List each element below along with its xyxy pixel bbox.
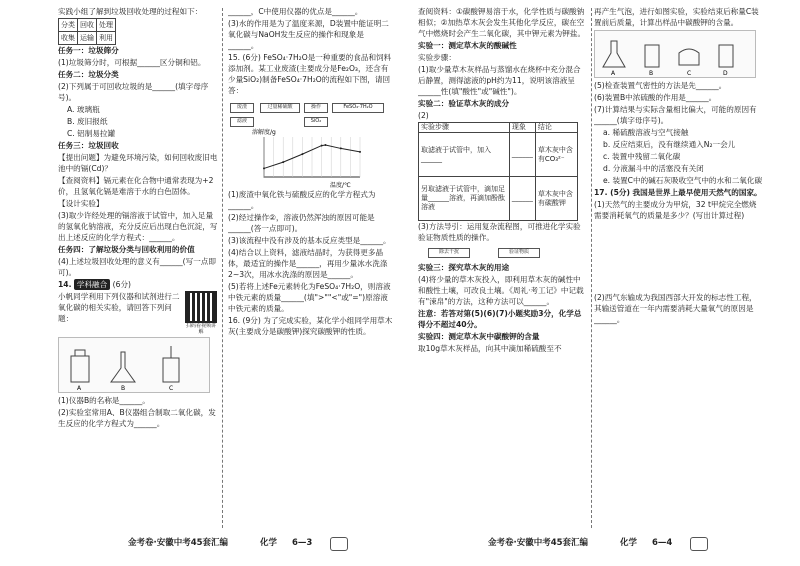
- table-cell: ______: [509, 177, 535, 221]
- q15-part3: (3)该流程中没有涉及的基本反应类型是______。: [228, 236, 391, 245]
- q14-header: [58, 279, 218, 290]
- apparatus-label: C: [687, 70, 692, 77]
- sort-cell: 运输: [78, 32, 97, 45]
- apparatus-label: B: [121, 385, 126, 392]
- q14-part2: (2)实验室常用A、B仪器组合制取二氧化碳，发生反应的化学方程式为______。: [58, 408, 216, 428]
- exp3-title: 实验三：探究草木灰的用途: [418, 263, 510, 272]
- q16-stem: 16. (9分) 为了完成实验，某化学小组同学用草木灰(主要成分是碳酸钾)探究碳酸钾的性质。: [228, 316, 393, 336]
- task4-question: (4)上述垃圾回收处理的意义有______(写一点即可)。: [58, 257, 216, 277]
- exp1-steps: 实验步骤：: [418, 53, 456, 62]
- q14-part1: (1)仪器B的名称是______。: [58, 396, 150, 405]
- q15-part5: (5)若将上述Fe元素转化为FeSO₄·7H₂O，则溶液中铁元素的质量______(填">""<"或"=")原溶液中铁元素的质量。: [228, 282, 391, 313]
- flow-box: 验证物质: [498, 248, 540, 258]
- chart-ylabel: 溶解度/g: [252, 129, 276, 136]
- column-divider: [222, 8, 223, 528]
- column-2: [228, 6, 393, 338]
- sort-cell: 利用: [97, 32, 116, 45]
- sort-flow-table: [58, 18, 116, 45]
- page-footer: [0, 534, 800, 556]
- exp-info: 查阅资料：①碳酸钾易溶于水，化学性质与碳酸钠相似；②加热草木灰会发生其他化学反应，碳在空气中燃烧时会产生二氧化碳，其中钾元素为钾盐。: [418, 7, 586, 38]
- q6: (6)装置B中浓硫酸的作用是______。: [594, 93, 717, 102]
- apparatus-svg: [59, 338, 209, 392]
- exp2-table: [418, 122, 578, 221]
- table-cell: ______: [509, 133, 535, 177]
- bonus-note: 注意：若答对第(5)(6)(7)小题奖励3分，化学总得分不超过40分。: [418, 309, 582, 329]
- sort-cell: 处理: [97, 19, 116, 32]
- column-4: [594, 6, 764, 326]
- flow-box: 过量稀硫酸: [260, 103, 300, 113]
- footer-left-subject: 化学: [260, 538, 278, 548]
- intro-text: 实践小组了解到垃圾回收处理的过程如下：: [58, 7, 203, 16]
- option-b: B. 废旧报纸: [67, 117, 108, 126]
- footer-right-title: 金考卷·安徽中考45套汇编: [488, 538, 589, 548]
- solubility-chart: [250, 127, 370, 189]
- sort-cell: 收集: [59, 32, 78, 45]
- q7-option: e. 装置C中的碱石灰吸收空气中的水和二氧化碳: [603, 176, 763, 185]
- exp4-text: 取10g草木灰样品，向其中滴加稀硫酸至不: [418, 344, 562, 353]
- q7-option: d. 分液漏斗中的活塞没有关闭: [603, 164, 704, 173]
- flow-box: 废渣: [230, 103, 254, 113]
- exp3-question: (4)将少量的草木灰投入，即利用草木灰的碱性中和酸性土壤，可改良土壤。《周礼·考工记》中记载有"涑帛"的方法，这种方法可以______。: [418, 275, 584, 306]
- footer-left-title: 金考卷·安徽中考45套汇编: [128, 538, 229, 548]
- task1-question: (1)垃圾筛分时，可根据______区分铜和铝。: [58, 58, 206, 67]
- qr-caption: 扫码看视频讲解: [185, 323, 216, 335]
- apparatus-label: A: [77, 385, 82, 392]
- apparatus-svg-2: [595, 31, 755, 77]
- exp1-title: 实验一：测定草木灰的酸碱性: [418, 41, 517, 50]
- q14-part3: (3)水的作用是为了温度来源，D装置中能证明二氧化碳与NaOH发生反应的操作和现象是______。: [228, 19, 389, 50]
- flow-box: 除去干扰: [428, 248, 470, 258]
- q14-badge: 学科融合: [74, 279, 110, 290]
- task2-question: (2)下列属于可回收垃圾的是______(填字母序号)。: [58, 82, 209, 102]
- flow-box: 操作: [304, 103, 328, 113]
- flow-box: SiO₂: [304, 117, 328, 127]
- publisher-logo-icon: [690, 537, 708, 551]
- task4-title: 任务四：了解垃圾分类与回收利用的价值: [58, 245, 195, 254]
- apparatus-label: C: [169, 385, 174, 392]
- q17-part2: (2)西气东输成为我国西部大开发的标志性工程，其输送管道在一年内需要消耗大量氧气的原因是______。: [594, 293, 757, 324]
- footer-right-page: 6—4: [652, 538, 673, 548]
- column-3: [418, 6, 588, 355]
- q14-number: 14.: [58, 280, 72, 289]
- task3-design: 【设计实验】: [58, 199, 104, 208]
- apparatus-figure-2: [594, 30, 756, 78]
- publisher-logo-icon: [330, 537, 348, 551]
- apparatus-label: A: [611, 70, 616, 77]
- task2-title: 任务二：垃圾分类: [58, 70, 119, 79]
- exp2-title: 实验二：验证草木灰的成分: [418, 99, 510, 108]
- q17-stem: 17. (5分) 我国是世界上最早使用天然气的国家。: [594, 188, 762, 197]
- exp4-cont: 再产生气泡，进行如图实验，实验结束后称量C装置前后质量，计算出样品中碳酸钾的含量。: [594, 7, 759, 27]
- exp4-title: 实验四：测定草木灰中碳酸钾的含量: [418, 332, 540, 341]
- q7: (7)计算结果与实际含量相比偏大，可能的原因有______(填字母序号)。: [594, 105, 757, 125]
- q14-text: 小帆同学利用下列仪器和试剂进行二氧化碳的相关实验，请回答下列问题：: [58, 292, 180, 323]
- qr-code-icon[interactable]: [185, 291, 217, 323]
- column-1: [58, 6, 218, 430]
- q7-option: c. 装置中残留二氧化碳: [603, 152, 681, 161]
- table-cell: 草木灰中含有碳酸钾: [535, 177, 577, 221]
- answer-space: [594, 222, 764, 292]
- q15-part1: (1)废渣中氧化铁与硫酸反应的化学方程式为______。: [228, 190, 376, 210]
- exp2-question: (2): [418, 111, 429, 120]
- footer-right-subject: 化学: [620, 538, 638, 548]
- flow-box: 滤液: [230, 117, 254, 127]
- task3-title: 任务三：垃圾回收: [58, 141, 119, 150]
- method-flow: [418, 244, 588, 262]
- option-a: A. 玻璃瓶: [67, 105, 100, 114]
- task3-question: (3)取少许经处理的镉溶液于试管中，加入足量的氢氧化钠溶液，充分反应后出现白色沉淀，写出上述反应的化学方程式：______。: [58, 211, 218, 242]
- q15-part2: (2)经过操作②，溶液仍然浑浊的原因可能是______(答一点即可)。: [228, 213, 375, 233]
- q15-figure: [228, 97, 393, 189]
- sort-cell: 分类: [59, 19, 78, 32]
- table-cell: 取滤液于试管中，加入______: [419, 133, 510, 177]
- table-header: 结论: [535, 123, 577, 133]
- q15-stem: 15. (6分) FeSO₄·7H₂O是一种重要的食品和饲料添加剂。某工业废渣(主要成分是Fe₂O₃，还含有少量SiO₂)制备FeSO₄·7H₂O的流程如下图，请回答：: [228, 53, 392, 95]
- task3-info: 【查阅资料】镉元素在化合物中通常表现为+2价，且氢氧化镉是难溶于水的白色固体。: [58, 176, 214, 196]
- table-cell: 草木灰中含有CO₃²⁻: [535, 133, 577, 177]
- chart-xlabel: 温度/℃: [330, 182, 351, 189]
- exp1-question: (1)取少量草木灰样品与蒸馏水在烧杯中充分混合后静置，测得滤液的pH约为11，说明该溶液呈______性(填"酸性"或"碱性")。: [418, 65, 581, 96]
- apparatus-label: B: [649, 70, 654, 77]
- q14-points: (6分): [112, 280, 132, 289]
- q7-option: a. 稀硫酸溶液与空气接触: [603, 128, 689, 137]
- q7-option: b. 反应结束后，没有继续通入N₂一会儿: [603, 140, 736, 149]
- flow-box: FeSO₄·7H₂O: [332, 103, 384, 113]
- exp2-method: (3)方法导引：运用复杂流程图，可推进化学实验验证物质性质的操作。: [418, 222, 581, 242]
- task1-title: 任务一：垃圾筛分: [58, 46, 119, 55]
- sort-cell: 回收: [78, 19, 97, 32]
- apparatus-figure: [58, 337, 210, 393]
- task3-problem: 【提出问题】为避免环境污染，如何回收废旧电池中的镉(Cd)？: [58, 153, 218, 173]
- option-c: C. 铝制易拉罐: [67, 129, 116, 138]
- apparatus-label: D: [723, 70, 728, 77]
- footer-left-page: 6—3: [292, 538, 313, 548]
- q5: (5)检查装置气密性的方法是先______。: [594, 81, 727, 90]
- column-divider: [591, 8, 592, 528]
- table-cell: 另取滤液于试管中，滴加足量______溶液，再滴加酚酞溶液: [419, 177, 510, 221]
- q17-part1: (1)天然气的主要成分为甲烷，32 t甲烷完全燃烧需要消耗氧气的质量是多少？(写出计算过程): [594, 200, 757, 220]
- q14-cont: ______，C中使用仪器的优点是______。: [228, 7, 363, 16]
- q15-part4: (4)结合以上资料，滤液结晶时，为获得更多晶体，最适宜的操作是______，再用少量冰水洗涤2~3次，用冰水洗涤的原因是______。: [228, 248, 388, 279]
- table-header: 现象: [509, 123, 535, 133]
- table-header: 实验步骤: [419, 123, 510, 133]
